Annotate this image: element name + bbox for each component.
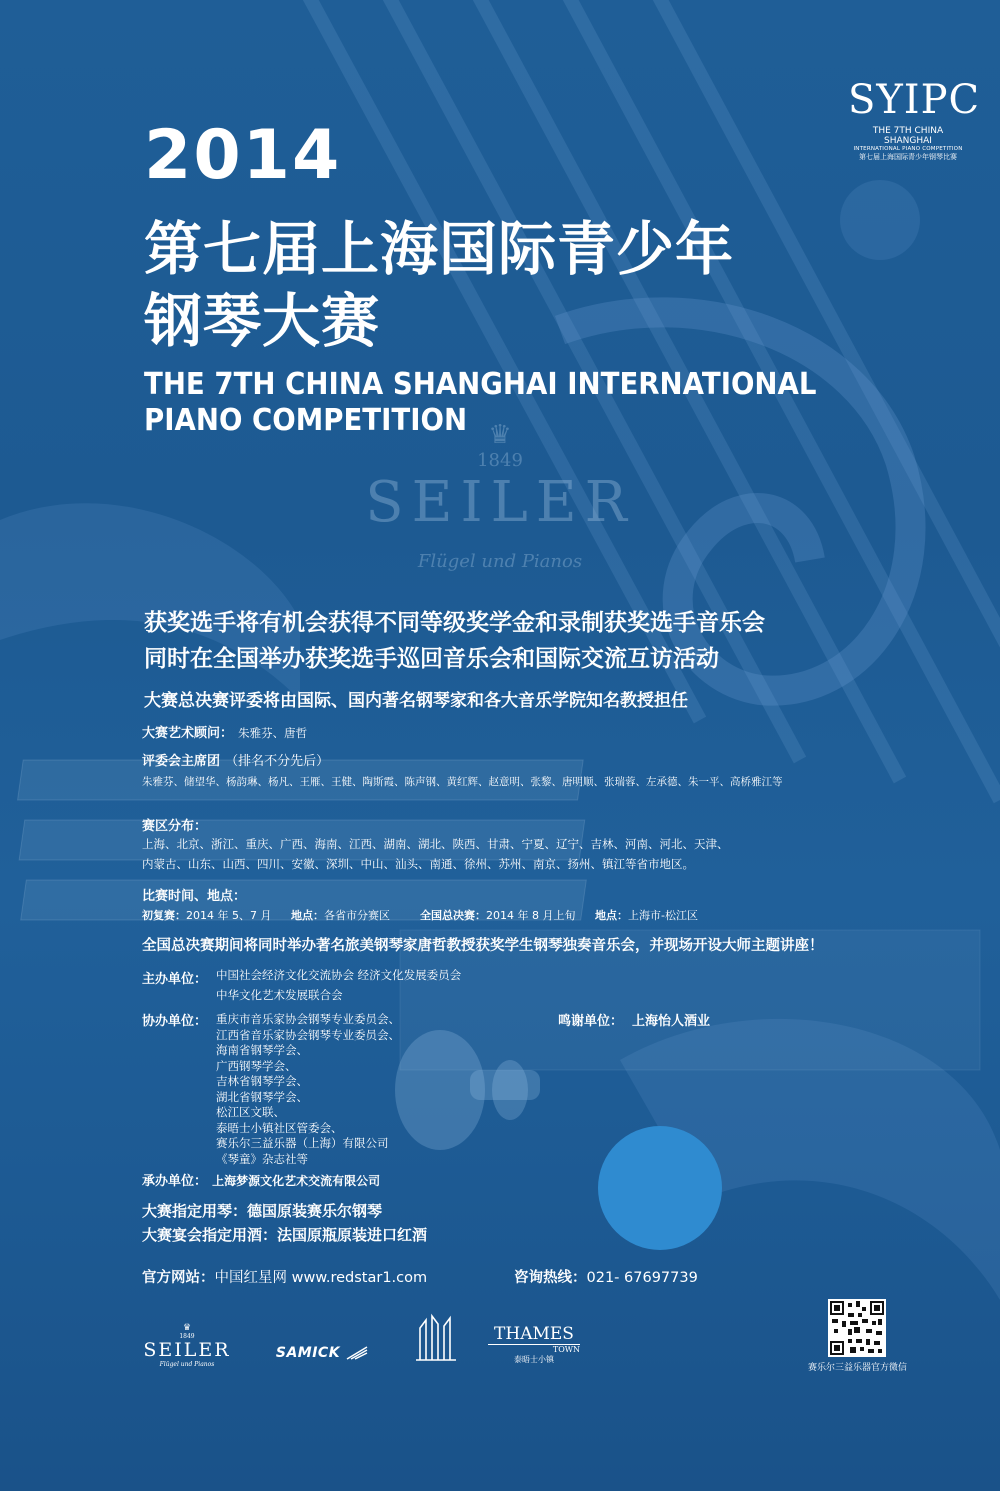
schedule-final (420, 907, 698, 923)
co-item: 松江区文联、 (216, 1105, 285, 1119)
jury-note: （排名不分先后） (225, 754, 330, 769)
schedule-label: 比赛时间、地点： (142, 889, 247, 904)
thames-logo-name: THAMES (488, 1326, 580, 1345)
crown-icon: ♛ (488, 420, 512, 450)
logo-line-2: INTERNATIONAL PIANO COMPETITION (853, 146, 963, 152)
advisors-label: 大赛艺术顾问： (142, 726, 234, 741)
announcement: 全国总决赛期间将同时举办著名旅美钢琴家唐哲教授获奖学生钢琴独奏音乐会，并现场开设大师主题讲座！ (142, 938, 824, 954)
piano-value: 德国原装赛乐尔钢琴 (247, 1202, 383, 1220)
undertaker-value: 上海梦源文化艺术交流有限公司 (212, 1174, 381, 1188)
final-time: 2014 年 8 月上旬 (486, 909, 576, 922)
samick-logo (270, 1342, 375, 1361)
prelim-place-label: 地点： (290, 909, 324, 922)
seiler-logo (140, 1324, 234, 1368)
year-title: 2014 (144, 116, 342, 195)
co-item: 江西省音乐家协会钢琴专业委员会、 (216, 1027, 400, 1042)
website-link[interactable]: 中国红星网 www.redstar1.com (214, 1270, 428, 1286)
samick-swoosh-icon (345, 1345, 369, 1361)
wine-label: 大赛宴会指定用酒： (142, 1226, 278, 1244)
samick-logo-name: SAMICK (275, 1345, 341, 1361)
regions-line-2: 内蒙古、山东、山西、四川、安徽、深圳、中山、汕头、南通、徐州、苏州、南京、扬州、镇江等省市地区。 (142, 857, 694, 871)
prelim-label: 初复赛： (142, 909, 186, 922)
co-item: 吉林省钢琴学会、 (216, 1074, 308, 1088)
website-row (142, 1266, 427, 1287)
hotline-label: 咨询热线： (514, 1270, 587, 1286)
schedule-prelim (142, 907, 390, 923)
logo-line-1: THE 7TH CHINA SHANGHAI (872, 126, 944, 146)
title-en-line-2: PIANO COMPETITION (144, 403, 468, 438)
prelim-time: 2014 年 5、7 月 (186, 909, 272, 922)
co-item: 重庆市音乐家协会钢琴专业委员会、 (216, 1012, 400, 1026)
thanks-label: 鸣谢单位： (558, 1014, 624, 1029)
title-en-line-1: THE 7TH CHINA SHANGHAI INTERNATIONAL (144, 367, 817, 402)
co-item: 广西钢琴学会、 (216, 1058, 297, 1073)
qr-caption: 赛乐尔三益乐器官方微信 (807, 1363, 907, 1373)
logo-mark: SYIPC (848, 77, 981, 123)
prelim-place: 各省市分赛区 (323, 909, 390, 922)
hotline-value: 021- 67697739 (586, 1270, 698, 1286)
co-item: 《琴童》杂志社等 (216, 1151, 308, 1166)
logo-line-3: 第七届上海国际青少年钢琴比赛 (859, 153, 957, 161)
co-item: 海南省钢琴学会、 (216, 1043, 308, 1057)
undertaker-label: 承办单位： (142, 1174, 208, 1189)
advisors-value: 朱雅芬、唐哲 (238, 726, 308, 740)
headline-3: 大赛总决赛评委将由国际、国内著名钢琴家和各大音乐学院知名教授担任 (144, 691, 688, 711)
seiler-watermark (300, 420, 700, 572)
piano-label: 大赛指定用琴： (142, 1202, 248, 1220)
thanks-value: 上海怡人酒业 (632, 1014, 711, 1029)
thames-logo-town: TOWN (552, 1345, 580, 1354)
competition-logo (848, 77, 981, 162)
advisors-row (142, 722, 307, 741)
co-label: 协办单位： (142, 1014, 208, 1029)
hotline-row (514, 1266, 698, 1287)
co-item: 赛乐尔三益乐器（上海）有限公司 (216, 1136, 389, 1150)
jury-row (142, 750, 329, 769)
co-item: 湖北省钢琴学会、 (216, 1089, 308, 1104)
thames-logo-zh: 泰晤士小镇 (514, 1355, 554, 1364)
wechat-qr-code (828, 1299, 886, 1357)
watermark-year: 1849 (477, 450, 523, 471)
wine-sponsor (142, 1224, 427, 1245)
watermark-sub: Flügel und Pianos (417, 551, 583, 572)
seiler-logo-sub: Flügel und Pianos (159, 1360, 215, 1368)
final-place: 上海市-松江区 (627, 909, 698, 922)
headline-1: 获奖选手将有机会获得不同等级奖学金和录制获奖选手音乐会 (144, 610, 765, 636)
regions-line-1: 上海、北京、浙江、重庆、广西、海南、江西、湖南、湖北、陕西、甘肃、宁夏、辽宁、吉林、河南、河北、天津、 (142, 837, 729, 851)
watermark-brand: SEILER (365, 470, 635, 535)
jury-members: 朱雅芬、储望华、杨韵琳、杨凡、王雁、王健、陶斯霞、陈声钢、黄红辉、赵意明、张黎、唐明顺、张瑞蓉、左承德、朱一平、高桥雅江等 (142, 776, 783, 788)
qr-code-icon (828, 1299, 886, 1357)
thames-town-logo (488, 1326, 580, 1365)
piano-sponsor (142, 1200, 382, 1221)
host-item: 中华文化艺术发展联合会 (216, 987, 343, 1002)
final-place-label: 地点： (594, 909, 628, 922)
venue-logo-icon (412, 1310, 460, 1366)
title-zh-line-2: 钢琴大赛 (144, 287, 381, 355)
website-label: 官方网站： (142, 1270, 215, 1286)
wine-value: 法国原瓶原装进口红酒 (277, 1226, 428, 1244)
undertaker-row (142, 1170, 380, 1189)
co-item: 泰晤士小镇社区管委会、 (216, 1120, 343, 1135)
host-item: 中国社会经济文化交流协会 经济文化发展委员会 (216, 968, 462, 982)
title-zh-line-1: 第七届上海国际青少年 (144, 215, 735, 283)
regions-label: 赛区分布： (142, 819, 208, 834)
seiler-crown-icon: ♛ (182, 1323, 192, 1333)
seiler-logo-year: 1849 (179, 1333, 195, 1340)
host-label: 主办单位： (142, 972, 208, 987)
host-list (216, 968, 461, 1003)
jury-label: 评委会主席团 (142, 754, 221, 769)
co-list (216, 1012, 400, 1167)
final-label: 全国总决赛： (420, 909, 486, 922)
headline-2: 同时在全国举办获奖选手巡回音乐会和国际交流互访活动 (144, 646, 719, 672)
seiler-logo-name: SEILER (143, 1339, 231, 1361)
